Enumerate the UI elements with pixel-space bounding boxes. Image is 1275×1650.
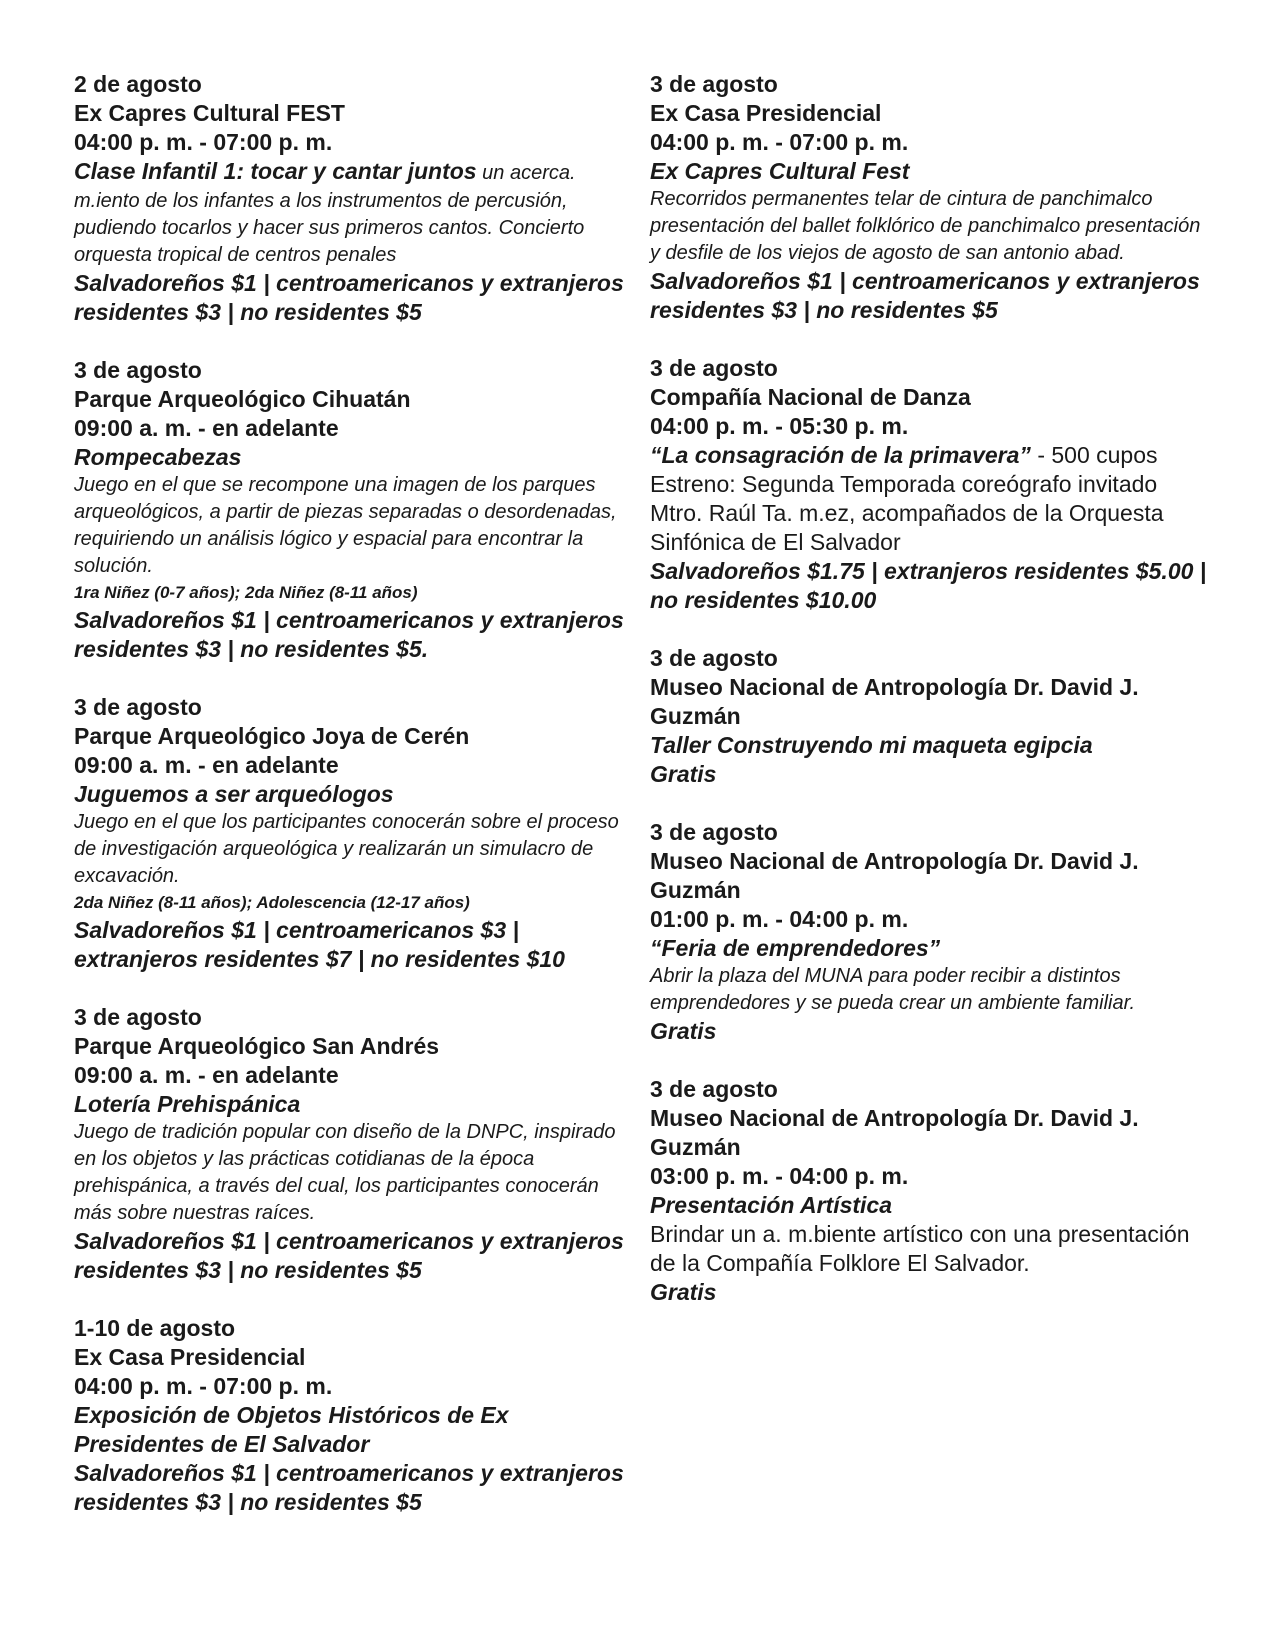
event-time: 09:00 a. m. - en adelante (74, 752, 339, 778)
event-title-line (650, 441, 1210, 470)
event-time: 04:00 p. m. - 07:00 p. m. (650, 129, 909, 155)
event-date: 3 de agosto (74, 357, 202, 383)
event-date: 3 de agosto (74, 694, 202, 720)
event-time: 01:00 p. m. - 04:00 p. m. (650, 906, 909, 932)
event-time: 04:00 p. m. - 07:00 p. m. (74, 1373, 333, 1399)
event-price: Salvadoreños $1 | centroamericanos y extranjeros residentes $3 | no residentes $5 (74, 1228, 624, 1283)
event-price: Salvadoreños $1.75 | extranjeros residentes $5.00 | no residentes $10.00 (650, 558, 1207, 613)
event-venue: Museo Nacional de Antropología Dr. David J. Guzmán (650, 1105, 1139, 1160)
event-time: 04:00 p. m. - 07:00 p. m. (74, 129, 333, 155)
event-price: Salvadoreños $1 | centroamericanos y extranjeros residentes $3 | no residentes $5 (74, 1460, 624, 1515)
event-title-line (74, 157, 634, 188)
event-block (650, 818, 1210, 1046)
event-block (74, 1314, 634, 1517)
event-description: Brindar un a. m.biente artístico con una presentación de la Compañía Folklore El Salvador. (650, 1221, 1190, 1276)
event-description: Juego en el que los participantes conocerán sobre el proceso de investigación arqueológica y realizarán un simulacro de excavación. (74, 811, 619, 887)
event-time: 09:00 a. m. - en adelante (74, 415, 339, 441)
event-title: “La consagración de la primavera” (650, 442, 1031, 468)
event-date: 3 de agosto (650, 1076, 778, 1102)
event-time: 04:00 p. m. - 05:30 p. m. (650, 413, 909, 439)
event-price: Salvadoreños $1 | centroamericanos y extranjeros residentes $3 | no residentes $5 (74, 270, 624, 325)
event-title: Clase Infantil 1: tocar y cantar juntos (74, 158, 477, 184)
event-block (74, 356, 634, 664)
event-price: Salvadoreños $1 | centroamericanos y extranjeros residentes $3 | no residentes $5. (74, 607, 624, 662)
event-date: 3 de agosto (650, 355, 778, 381)
event-description: Juego en el que se recompone una imagen de los parques arqueológicos, a partir de piezas separadas o desordenadas, requiriendo un análisis lógico y espacial para encontrar la solución. (74, 474, 617, 577)
event-title: “Feria de emprendedores” (650, 935, 941, 961)
event-inline-description: - 500 cupos (1030, 442, 1158, 468)
event-venue: Museo Nacional de Antropología Dr. David J. Guzmán (650, 674, 1139, 729)
event-block (650, 1075, 1210, 1307)
event-venue: Ex Casa Presidencial (74, 1344, 306, 1370)
event-venue: Parque Arqueológico Joya de Cerén (74, 723, 470, 749)
event-title: Rompecabezas (74, 444, 242, 470)
event-block (74, 693, 634, 974)
event-date: 3 de agosto (650, 71, 778, 97)
event-description: Estreno: Segunda Temporada coreógrafo invitado Mtro. Raúl Ta. m.ez, acompañados de la Orquesta Sinfónica de El Salvador (650, 471, 1164, 555)
event-venue: Parque Arqueológico Cihuatán (74, 386, 411, 412)
event-price: Gratis (650, 1279, 717, 1305)
event-date: 1-10 de agosto (74, 1315, 236, 1341)
event-ages: 2da Niñez (8-11 años); Adolescencia (12-17 años) (74, 893, 470, 912)
event-venue: Ex Casa Presidencial (650, 100, 882, 126)
event-title: Exposición de Objetos Históricos de Ex Presidentes de El Salvador (74, 1402, 509, 1457)
event-venue: Parque Arqueológico San Andrés (74, 1033, 440, 1059)
left-column (74, 70, 634, 1546)
event-description: Abrir la plaza del MUNA para poder recibir a distintos emprendedores y se pueda crear un ambiente familiar. (650, 965, 1136, 1014)
event-block (74, 70, 634, 327)
event-title: Presentación Artística (650, 1192, 893, 1218)
event-time: 03:00 p. m. - 04:00 p. m. (650, 1163, 909, 1189)
event-block (650, 354, 1210, 615)
event-description: m.iento de los infantes a los instrumentos de percusión, pudiendo tocarlos y hacer sus primeros cantos. Concierto orquesta tropical de centros penales (74, 190, 585, 266)
event-title: Lotería Prehispánica (74, 1091, 301, 1117)
event-venue: Museo Nacional de Antropología Dr. David J. Guzmán (650, 848, 1139, 903)
event-date: 3 de agosto (74, 1004, 202, 1030)
event-block (650, 70, 1210, 325)
event-price: Gratis (650, 761, 717, 787)
event-date: 3 de agosto (650, 819, 778, 845)
event-description: Juego de tradición popular con diseño de la DNPC, inspirado en los objetos y las prácticas cotidianas de la época prehispánica, a través del cual, los participantes conocerán más sobre nuestras raíces. (74, 1121, 616, 1224)
event-title: Ex Capres Cultural Fest (650, 158, 910, 184)
event-block (650, 644, 1210, 789)
event-venue: Ex Capres Cultural FEST (74, 100, 345, 126)
event-ages: 1ra Niñez (0-7 años); 2da Niñez (8-11 años) (74, 583, 418, 602)
event-date: 2 de agosto (74, 71, 202, 97)
event-title: Taller Construyendo mi maqueta egipcia (650, 732, 1093, 758)
event-time: 09:00 a. m. - en adelante (74, 1062, 339, 1088)
event-description: Recorridos permanentes telar de cintura de panchimalco presentación del ballet folklórico de panchimalco presentación y desfile de los viejos de agosto de san antonio abad. (650, 188, 1201, 264)
event-price: Salvadoreños $1 | centroamericanos $3 | extranjeros residentes $7 | no residentes $10 (74, 917, 565, 972)
event-title: Juguemos a ser arqueólogos (74, 781, 394, 807)
event-block (74, 1003, 634, 1285)
event-price: Gratis (650, 1018, 717, 1044)
right-column (650, 70, 1210, 1336)
event-venue: Compañía Nacional de Danza (650, 384, 971, 410)
event-inline-description: un acerca. (476, 162, 576, 184)
event-date: 3 de agosto (650, 645, 778, 671)
event-price: Salvadoreños $1 | centroamericanos y extranjeros residentes $3 | no residentes $5 (650, 268, 1200, 323)
